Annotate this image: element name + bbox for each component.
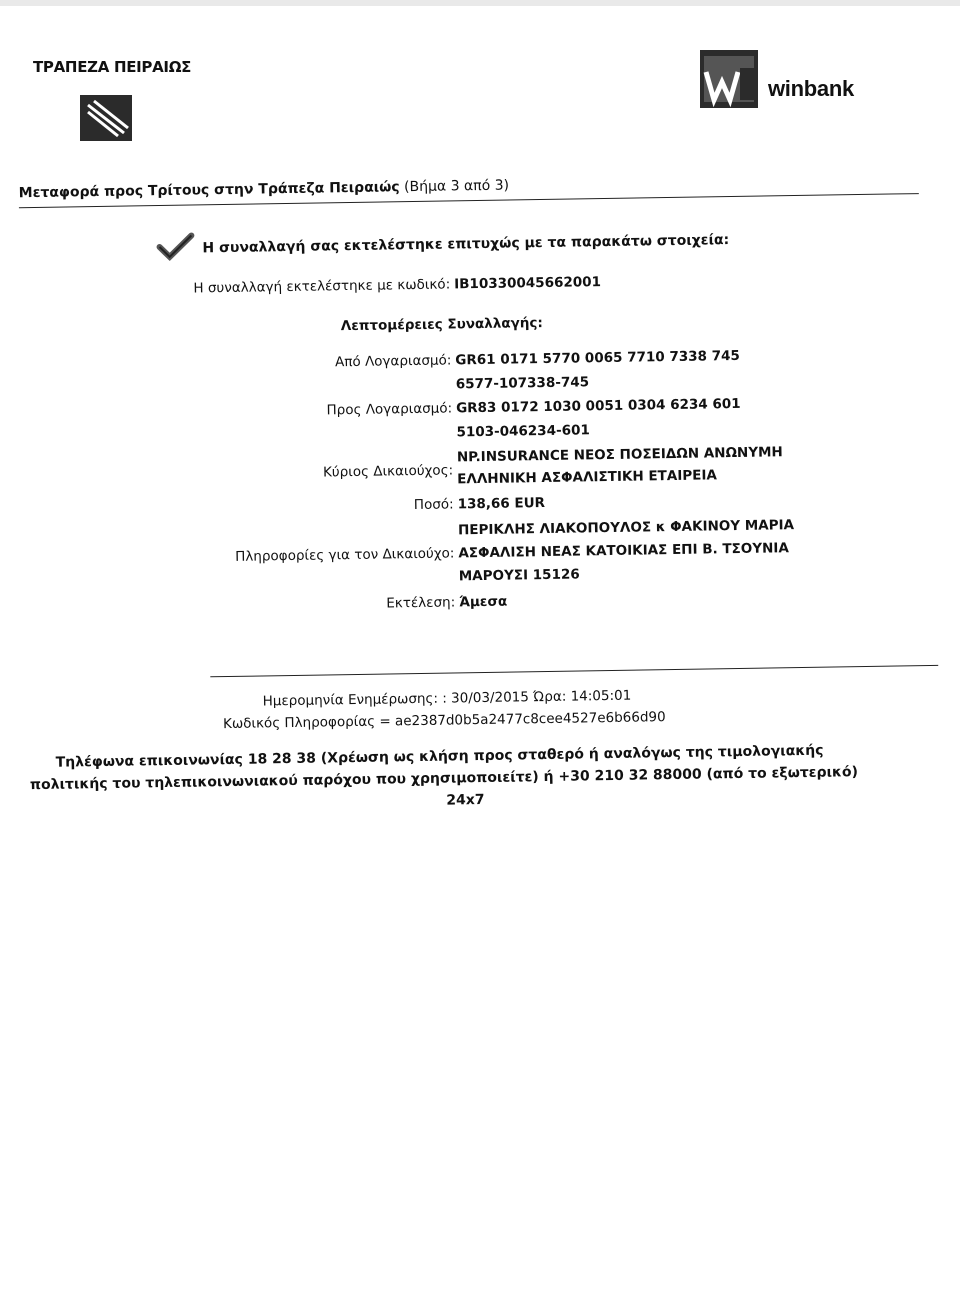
from-account-value: 6577-107338-745 — [455, 374, 590, 393]
info-line-1: ΠΕΡΙΚΛΗΣ ΛΙΑΚΟΠΟΥΛΟΣ κ ΦΑΚΙΝΟΥ ΜΑΡΙΑ — [457, 517, 795, 539]
beneficiary-label: Κύριος Δικαιούχος: — [322, 462, 454, 481]
contact-line-3: 24x7 — [446, 791, 485, 809]
from-account-label: Από Λογαριασμό: — [334, 352, 452, 371]
winbank-label: winbank — [768, 76, 854, 101]
info-code: Κωδικός Πληροφορίας = ae2387d0b5a2477c8cee4527e6b66d90 — [222, 709, 666, 733]
checkmark-icon — [155, 232, 195, 261]
details-heading: Λεπτομέρειες Συναλλαγής: — [340, 315, 543, 335]
info-line-2: ΑΣΦΑΛΙΣΗ ΝΕΑΣ ΚΑΤΟΙΚΙΑΣ ΕΠΙ Β. ΤΣΟΥΝΙΑ — [458, 540, 789, 562]
update-timestamp: Ημερομηνία Ενημέρωσης: : 30/03/2015 Ώρα: 14:05:01 — [262, 687, 632, 710]
success-message — [155, 224, 729, 261]
bank-name: ΤΡΑΠΕΖΑ ΠΕΙΡΑΙΩΣ — [33, 58, 192, 76]
info-label: Πληροφορίες για τον Δικαιούχο: — [235, 545, 455, 565]
contact-line-2: πολιτικής του τηλεπικοινωνιακού παρόχου που χρησιμοποιείτε) ή +30 210 32 88000 (από το εξωτερικό) — [29, 764, 859, 794]
execution-label: Εκτέλεση: — [386, 594, 456, 612]
transaction-code-label: Η συναλλαγή εκτελέστηκε με κωδικό: — [193, 276, 451, 297]
title-main: Μεταφορά προς Τρίτους στην Τράπεζα Πειραιώς — [18, 179, 400, 202]
page-title — [19, 178, 510, 202]
to-account-value: 5103-046234-601 — [456, 422, 590, 441]
to-account-label: Προς Λογαριασμό: — [326, 400, 453, 419]
from-iban-value: GR61 0171 5770 0065 7710 7338 745 — [455, 347, 740, 369]
divider-bottom — [210, 665, 938, 677]
transaction-code-value: IB10330045662001 — [454, 274, 602, 293]
execution-value: Άμεσα — [459, 593, 508, 611]
contact-line-1: Τηλέφωνα επικοινωνίας 18 28 38 (Χρέωση ως κλήση προς σταθερό ή αναλόγως της τιμολογιακής — [55, 742, 824, 771]
beneficiary-line-1: NP.INSURANCE ΝΕΟΣ ΠΟΣΕΙΔΩΝ ΑΝΩΝΥΜΗ — [456, 444, 783, 466]
success-text: Η συναλλαγή σας εκτελέστηκε επιτυχώς με τα παρακάτω στοιχεία: — [202, 232, 730, 257]
amount-value: 138,66 EUR — [457, 494, 546, 513]
title-step: (Βήμα 3 από 3) — [403, 177, 510, 196]
info-line-3: ΜΑΡΟΥΣΙ 15126 — [458, 566, 580, 585]
beneficiary-line-2: ΕΛΛΗΝΙΚΗ ΑΣΦΑΛΙΣΤΙΚΗ ΕΤΑΙΡΕΙΑ — [457, 467, 718, 488]
amount-label: Ποσό: — [413, 496, 454, 514]
to-iban-value: GR83 0172 1030 0051 0304 6234 601 — [456, 395, 741, 417]
